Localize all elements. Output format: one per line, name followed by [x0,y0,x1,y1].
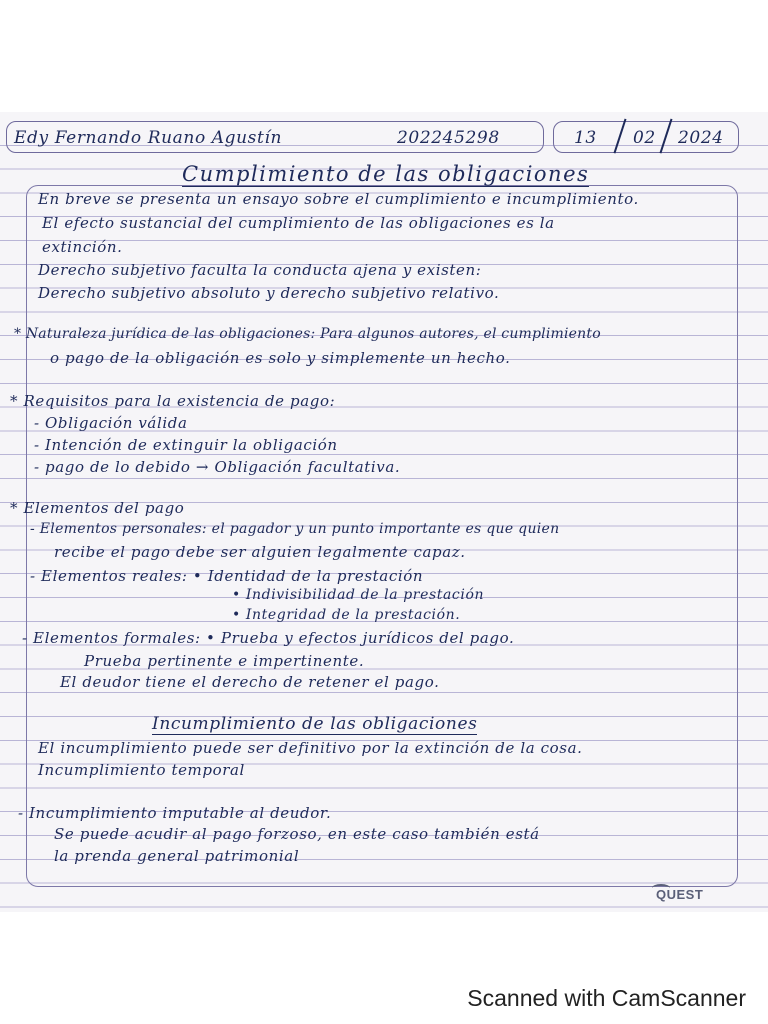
text-line: El incumplimiento puede ser definitivo por la extinción de la cosa. [38,739,583,757]
text-line: Derecho subjetivo faculta la conducta ajena y existen: [38,261,482,279]
text-line: * Naturaleza jurídica de las obligaciones: Para algunos autores, el cumplimiento [14,326,601,342]
text-line: * Requisitos para la existencia de pago: [10,392,336,410]
text-line: - Elementos reales: • Identidad de la prestación [30,567,424,585]
text-line: En breve se presenta un ensayo sobre el cumplimiento e incumplimiento. [38,190,639,208]
date-year: 2024 [678,128,724,148]
page-title: Cumplimiento de las obligaciones [182,162,590,186]
text-line: - Obligación válida [34,414,188,432]
date-month: 02 [633,128,656,148]
text-line: • Integridad de la prestación. [232,607,461,623]
section-title: Incumplimiento de las obligaciones [152,714,478,734]
text-line: - pago de lo debido → Obligación facultativa. [34,458,401,476]
student-id: 202245298 [397,128,500,148]
text-line: recibe el pago debe ser alguien legalmente capaz. [54,543,466,561]
text-line: extinción. [42,238,123,256]
camscanner-watermark: Scanned with CamScanner [467,985,746,1011]
text-line: Prueba pertinente e impertinente. [84,652,365,670]
text-line: Derecho subjetivo absoluto y derecho subjetivo relativo. [38,284,500,302]
student-name: Edy Fernando Ruano Agustín [14,128,283,148]
text-line: o pago de la obligación es solo y simplemente un hecho. [50,349,511,367]
text-line: * Elementos del pago [10,499,185,517]
text-line: Se puede acudir al pago forzoso, en este caso también está [54,825,540,843]
text-line: Incumplimiento temporal [38,761,245,779]
text-line: - Intención de extinguir la obligación [34,436,338,454]
notebook-logo: QUEST [656,887,704,902]
text-line: El deudor tiene el derecho de retener el pago. [60,673,440,691]
text-line: la prenda general patrimonial [54,847,300,865]
text-line: El efecto sustancial del cumplimiento de las obligaciones es la [42,214,555,232]
text-line: • Indivisibilidad de la prestación [232,587,485,603]
date-day: 13 [574,128,597,148]
text-line: - Incumplimiento imputable al deudor. [18,804,332,822]
text-line: - Elementos formales: • Prueba y efectos jurídicos del pago. [22,629,515,647]
text-line: - Elementos personales: el pagador y un punto importante es que quien [30,521,560,537]
